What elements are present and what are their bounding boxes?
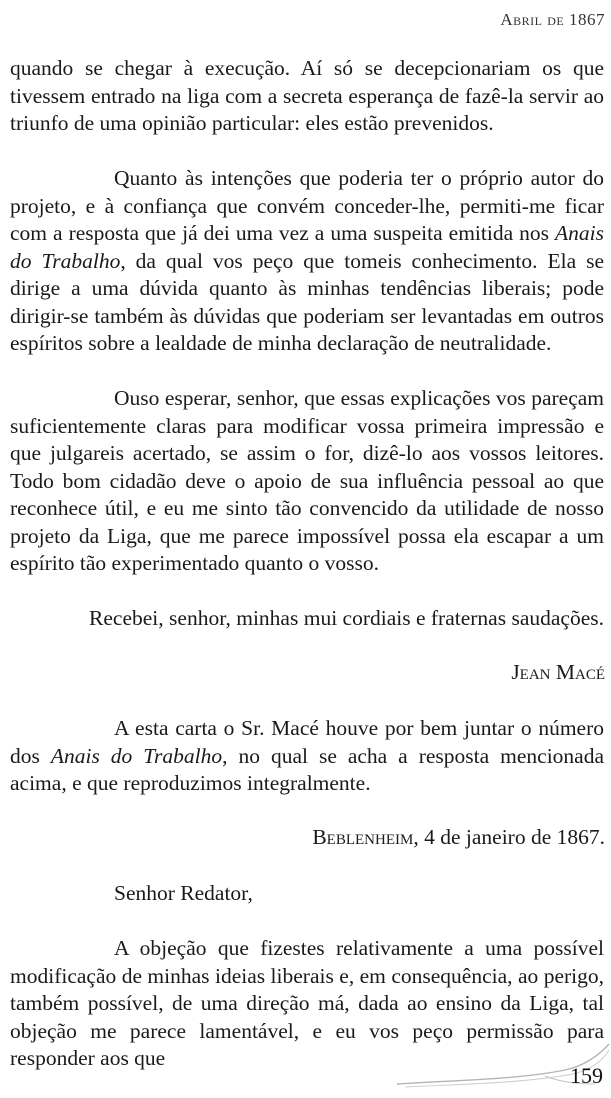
paragraph-continuation (10, 55, 604, 138)
closing-line (10, 605, 604, 633)
p4-text-a: A esta carta o Sr. Macé houve por bem juntar o número dos (10, 716, 604, 768)
paragraph-3 (10, 385, 604, 578)
p2-text-b: , da qual vos peço que tomeis conhecimento. Ela se dirige a uma dúvida quanto às minhas tendências liberais; pode dirigir-se também às dúvidas que poderiam ser levantadas em outros espíritos sobre a lealdade de minha declaração de neutralidade. (10, 248, 604, 355)
p5-text: A objeção que fizestes relativamente a uma possível modificação de minhas ideias liberais e, em consequência, ao perigo, também possível, de uma direção má, dada ao ensino da Liga, tal objeção me parece lamentável, e eu vos peço permissão para responder aos que (10, 936, 604, 1070)
p3-text: Ouso esperar, senhor, que essas explicações vos pareçam suficientemente claras para modificar vossa primeira impressão e que julgareis acertado, se assim o for, dizê-lo aos vossos leitores. Todo bom cidadão deve o apoio de sua influência pessoal ao que reconhece útil, e eu me sinto tão convencido da utilidade de nosso projeto da Liga, que me parece impossível possa ela escapar a um espírito tão experimentado quanto o vosso. (10, 386, 604, 575)
salutation-text: Senhor Redator, (114, 881, 253, 905)
dateline (312, 825, 605, 850)
running-head: Abril de 1867 (500, 10, 605, 29)
p4-italic-title: Anais do Trabalho (50, 743, 223, 768)
paragraph-1: quando se chegar à execução. Aí só se decepcionariam os que tivessem entrado na liga com a secreta esperança de fazê-la servir ao triunfo de uma opinião particular: eles estão prevenidos. (10, 56, 604, 135)
dateline-date: , 4 de janeiro de 1867. (413, 825, 605, 849)
dateline-place: Beblenheim (312, 825, 414, 849)
p4-text-b: , no qual se acha a resposta mencionada acima, e que reproduzimos integralmente. (10, 743, 604, 795)
p2-text-a: Quanto às intenções que poderia ter o próprio autor do projeto, e à confiança que convém conceder-lhe, permiti-me ficar com a resposta que já dei uma vez a uma suspeita emitida nos (10, 166, 604, 245)
closing-text: Recebei, senhor, minhas mui cordiais e fraternas saudações. (89, 606, 604, 630)
paragraph-4 (10, 715, 604, 798)
salutation (10, 880, 604, 908)
page-number: 159 (570, 1063, 603, 1088)
signature: Jean Macé (511, 660, 605, 684)
paragraph-2 (10, 165, 604, 358)
p2-italic-title: Anais do Trabalho (10, 221, 604, 273)
